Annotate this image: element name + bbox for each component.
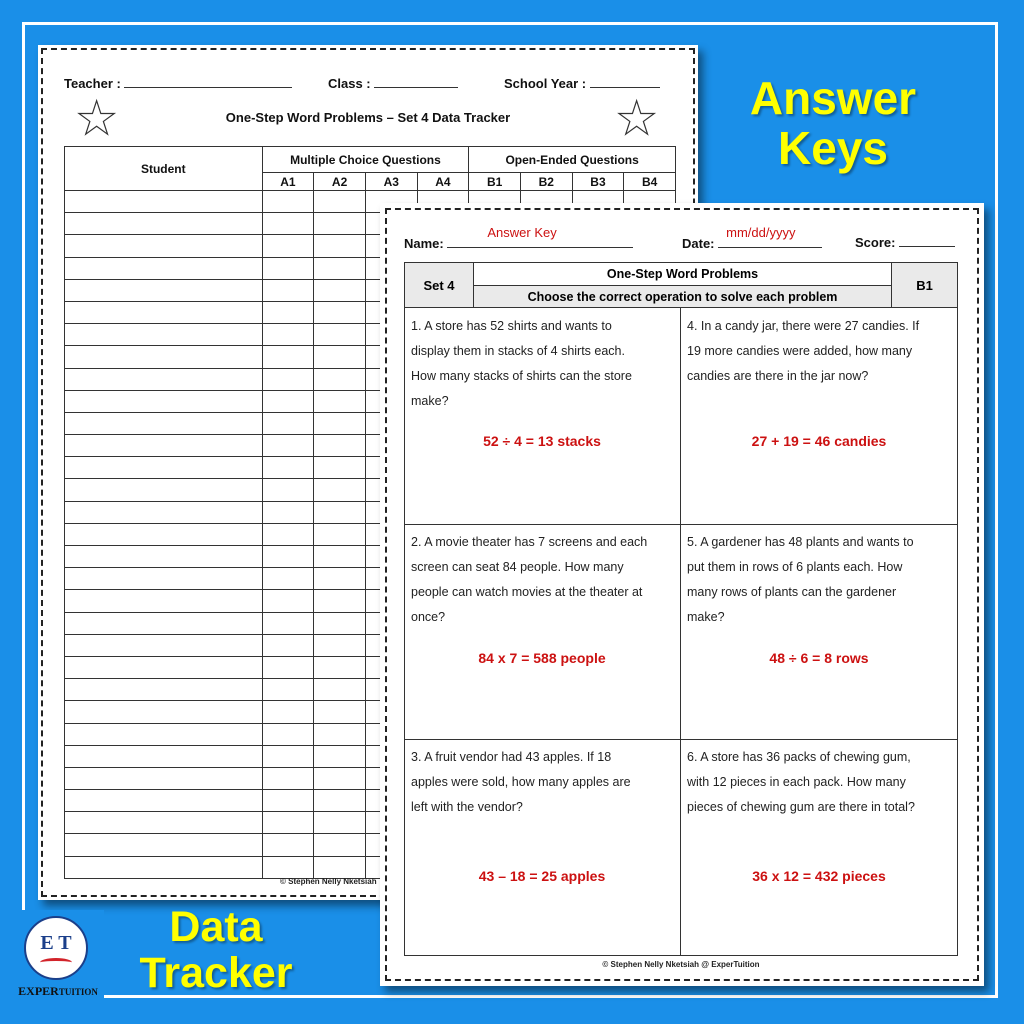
score-cell[interactable] (262, 790, 314, 812)
student-cell[interactable] (65, 723, 263, 745)
problem-line: people can watch movies at the theater at (411, 585, 643, 599)
score-cell[interactable] (262, 435, 314, 457)
score-cell[interactable] (314, 368, 366, 390)
tracker-col-b1: B1 (469, 173, 521, 191)
score-cell[interactable] (262, 324, 314, 346)
student-cell[interactable] (65, 235, 263, 257)
score-cell[interactable] (314, 235, 366, 257)
logo-circle (24, 916, 88, 980)
score-cell[interactable] (262, 812, 314, 834)
score-cell[interactable] (314, 590, 366, 612)
student-cell[interactable] (65, 523, 263, 545)
problem-line: display them in stacks of 4 shirts each. (411, 344, 625, 358)
score-cell[interactable] (314, 679, 366, 701)
tracker-col-b3: B3 (572, 173, 624, 191)
tracker-title: One-Step Word Problems – Set 4 Data Tracker (225, 110, 511, 125)
score-cell[interactable] (262, 457, 314, 479)
score-input[interactable] (899, 246, 955, 247)
score-cell[interactable] (314, 479, 366, 501)
answer-text: 48 ÷ 6 = 8 rows (769, 650, 869, 666)
worksheet-title: One-Step Word Problems (473, 262, 892, 286)
student-cell[interactable] (65, 612, 263, 634)
student-cell[interactable] (65, 745, 263, 767)
score-cell[interactable] (262, 723, 314, 745)
score-cell[interactable] (314, 324, 366, 346)
student-cell[interactable] (65, 679, 263, 701)
score-cell[interactable] (314, 612, 366, 634)
student-cell[interactable] (65, 412, 263, 434)
oe-header: Open-Ended Questions (469, 147, 676, 173)
problem-line: 2. A movie theater has 7 screens and each (411, 535, 648, 549)
problem-line: many rows of plants can the gardener (687, 585, 897, 599)
logo-brand: EXPERTUITION (18, 984, 98, 998)
student-cell[interactable] (65, 279, 263, 301)
code-label: B1 (891, 262, 958, 308)
student-cell[interactable] (65, 812, 263, 834)
tracker-col-a3: A3 (365, 173, 417, 191)
score-cell[interactable] (262, 191, 314, 213)
score-cell[interactable] (262, 368, 314, 390)
score-cell[interactable] (314, 457, 366, 479)
worksheet-subtitle: Choose the correct operation to solve each problem (473, 285, 892, 308)
score-cell[interactable] (262, 679, 314, 701)
score-cell[interactable] (262, 257, 314, 279)
tracker-col-b4: B4 (624, 173, 676, 191)
teacher-input[interactable] (124, 87, 292, 88)
set-label: Set 4 (404, 262, 474, 308)
problem-line: How many stacks of shirts can the store (411, 369, 632, 383)
name-field[interactable]: Name: Answer Key (404, 235, 633, 251)
problem-line: left with the vendor? (411, 800, 523, 814)
student-cell[interactable] (65, 701, 263, 723)
score-cell[interactable] (314, 790, 366, 812)
teacher-field[interactable]: Teacher : (64, 76, 292, 91)
student-cell[interactable] (65, 213, 263, 235)
school-year-field[interactable]: School Year : (504, 76, 660, 91)
score-cell[interactable] (262, 301, 314, 323)
score-cell[interactable] (314, 723, 366, 745)
score-field[interactable]: Score: (855, 235, 955, 250)
score-cell[interactable] (314, 812, 366, 834)
student-cell[interactable] (65, 834, 263, 856)
score-cell[interactable] (314, 701, 366, 723)
score-cell[interactable] (262, 279, 314, 301)
tracker-copyright: © Stephen Nelly Nketsiah (280, 877, 377, 886)
class-field[interactable]: Class : (328, 76, 458, 91)
score-cell[interactable] (314, 435, 366, 457)
score-cell[interactable] (314, 191, 366, 213)
student-cell[interactable] (65, 324, 263, 346)
score-cell[interactable] (314, 390, 366, 412)
student-cell[interactable] (65, 346, 263, 368)
student-cell[interactable] (65, 546, 263, 568)
name-value: Answer Key (487, 225, 557, 240)
student-cell[interactable] (65, 479, 263, 501)
score-cell[interactable] (314, 257, 366, 279)
score-cell[interactable] (314, 412, 366, 434)
score-cell[interactable] (262, 479, 314, 501)
problem-line: once? (411, 610, 446, 624)
tracker-col-a2: A2 (314, 173, 366, 191)
student-cell[interactable] (65, 767, 263, 789)
score-cell[interactable] (262, 701, 314, 723)
score-cell[interactable] (262, 590, 314, 612)
score-cell[interactable] (262, 568, 314, 590)
problem-line: screen can seat 84 people. How many (411, 560, 624, 574)
score-cell[interactable] (262, 656, 314, 678)
student-cell[interactable] (65, 634, 263, 656)
score-cell[interactable] (314, 656, 366, 678)
student-cell[interactable] (65, 301, 263, 323)
date-value: mm/dd/yyyy (726, 225, 796, 240)
score-cell[interactable] (262, 390, 314, 412)
problem-line: candies are there in the jar now? (687, 369, 869, 383)
grid-divider-row2 (404, 739, 958, 740)
score-cell[interactable] (314, 501, 366, 523)
score-cell[interactable] (262, 235, 314, 257)
star-left-icon: ★ (76, 92, 118, 144)
star-right-icon: ★ (616, 92, 658, 144)
problem-text (687, 314, 919, 389)
problem-text (411, 745, 631, 820)
score-cell[interactable] (314, 523, 366, 545)
class-input[interactable] (374, 87, 458, 88)
logo (8, 910, 104, 1006)
tracker-col-b2: B2 (520, 173, 572, 191)
student-cell[interactable] (65, 191, 263, 213)
score-cell[interactable] (314, 745, 366, 767)
student-cell[interactable] (65, 856, 263, 878)
logo-letters: E T (40, 932, 72, 954)
score-cell[interactable] (262, 213, 314, 235)
book-icon (40, 958, 72, 967)
score-cell[interactable] (314, 834, 366, 856)
score-cell[interactable] (314, 279, 366, 301)
score-cell[interactable] (314, 346, 366, 368)
student-cell[interactable] (65, 790, 263, 812)
score-cell[interactable] (314, 568, 366, 590)
score-cell[interactable] (262, 634, 314, 656)
score-cell[interactable] (314, 301, 366, 323)
mc-header: Multiple Choice Questions (262, 147, 469, 173)
student-cell[interactable] (65, 656, 263, 678)
headline-answer-keys (730, 74, 936, 173)
score-cell[interactable] (262, 612, 314, 634)
score-cell[interactable] (314, 634, 366, 656)
problem-line: with 12 pieces in each pack. How many (687, 775, 906, 789)
score-cell[interactable] (314, 213, 366, 235)
grid-divider-row1 (404, 524, 958, 525)
answer-text: 43 – 18 = 25 apples (478, 868, 606, 884)
problem-line: 4. In a candy jar, there were 27 candies. If (687, 319, 920, 333)
answer-text: 52 ÷ 4 = 13 stacks (483, 433, 601, 449)
answer-text: 36 x 12 = 432 pieces (752, 868, 886, 884)
student-cell[interactable] (65, 457, 263, 479)
problem-line: apples were sold, how many apples are (411, 775, 631, 789)
student-cell[interactable] (65, 390, 263, 412)
headline-data-tracker (118, 904, 314, 997)
grid-divider-vertical (680, 307, 681, 956)
problem-line: 1. A store has 52 shirts and wants to (411, 319, 612, 333)
student-cell[interactable] (65, 435, 263, 457)
headline-answer-line1: Answer (749, 72, 917, 124)
problem-line: 5. A gardener has 48 plants and wants to (687, 535, 914, 549)
problem-line: put them in rows of 6 plants each. How (687, 560, 903, 574)
problem-line: 19 more candies were added, how many (687, 344, 913, 358)
problem-text (687, 745, 915, 820)
tracker-col-a1: A1 (262, 173, 314, 191)
headline-answer-line2: Keys (778, 121, 888, 174)
student-cell[interactable] (65, 568, 263, 590)
problem-text (411, 530, 647, 630)
score-cell[interactable] (314, 546, 366, 568)
headline-data-line1: Data (169, 903, 263, 951)
problem-text (687, 530, 914, 630)
student-header: Student (65, 147, 263, 191)
problem-line: 6. A store has 36 packs of chewing gum, (687, 750, 911, 764)
problem-line: 3. A fruit vendor had 43 apples. If 18 (411, 750, 612, 764)
answer-key-copyright: © Stephen Nelly Nketsiah @ ExperTuition (602, 960, 760, 969)
student-cell[interactable] (65, 501, 263, 523)
score-cell[interactable] (314, 856, 366, 878)
problem-line: pieces of chewing gum are there in total? (687, 800, 915, 814)
headline-data-line2: Tracker (139, 949, 293, 998)
score-cell[interactable] (262, 501, 314, 523)
score-cell[interactable] (262, 745, 314, 767)
answer-text: 27 + 19 = 46 candies (751, 433, 887, 449)
problem-line: make? (411, 394, 449, 408)
score-cell[interactable] (262, 767, 314, 789)
answer-text: 84 x 7 = 588 people (478, 650, 606, 666)
student-cell[interactable] (65, 590, 263, 612)
school-year-input[interactable] (590, 87, 660, 88)
student-cell[interactable] (65, 368, 263, 390)
score-cell[interactable] (262, 834, 314, 856)
problem-line: make? (687, 610, 725, 624)
problem-text (411, 314, 632, 414)
student-cell[interactable] (65, 257, 263, 279)
tracker-col-a4: A4 (417, 173, 469, 191)
score-cell[interactable] (262, 546, 314, 568)
score-cell[interactable] (314, 767, 366, 789)
score-cell[interactable] (262, 412, 314, 434)
score-cell[interactable] (262, 346, 314, 368)
score-cell[interactable] (262, 523, 314, 545)
score-cell[interactable] (262, 856, 314, 878)
date-field[interactable]: Date: mm/dd/yyyy (682, 235, 822, 251)
